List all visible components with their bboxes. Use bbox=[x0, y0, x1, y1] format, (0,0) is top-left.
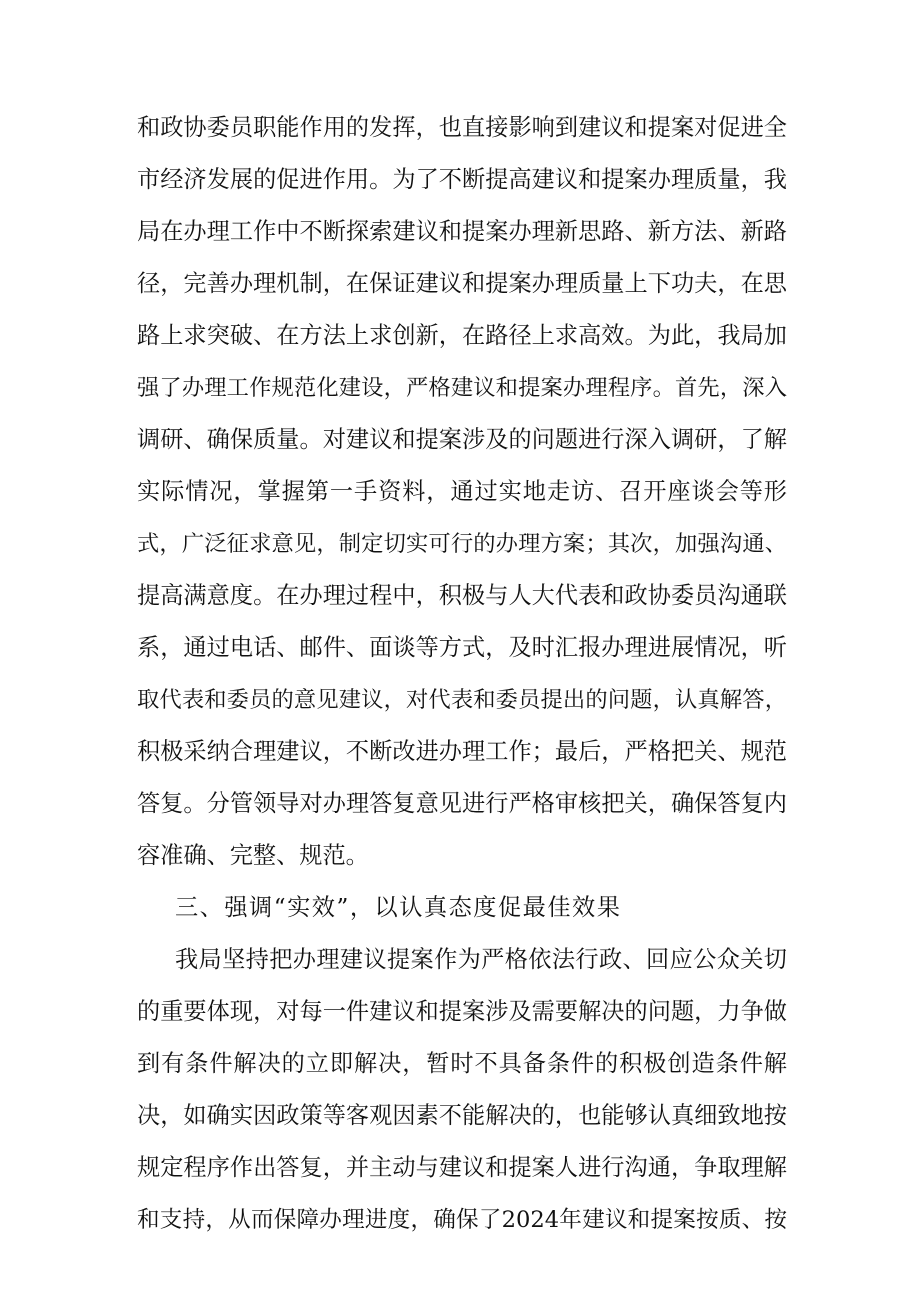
paragraph-1-line: 系，通过电话、邮件、面谈等方式，及时汇报办理进展情况，听 bbox=[137, 634, 787, 661]
paragraph-1-line: 路上求突破、在方法上求创新，在路径上求高效。为此，我局加 bbox=[137, 322, 787, 349]
paragraph-1-line: 答复。分管领导对办理答复意见进行严格审核把关，确保答复内 bbox=[137, 790, 787, 817]
paragraph-1-line: 式，广泛征求意见，制定切实可行的办理方案；其次，加强沟通、 bbox=[137, 531, 787, 557]
paragraph-1-line: 提高满意度。在办理过程中，积极与人大代表和政协委员沟通联 bbox=[137, 582, 787, 609]
paragraph-1-line: 积极采纳合理建议，不断改进办理工作；最后，严格把关、规范 bbox=[137, 738, 787, 765]
paragraph-2-line: 规定程序作出答复，并主动与建议和提案人进行沟通，争取理解 bbox=[137, 1154, 787, 1181]
paragraph-1-line: 市经济发展的促进作用。为了不断提高建议和提案办理质量，我 bbox=[137, 166, 787, 193]
paragraph-1-line: 实际情况，掌握第一手资料，通过实地走访、召开座谈会等形 bbox=[137, 478, 787, 505]
paragraph-1-line: 局在办理工作中不断探索建议和提案办理新思路、新方法、新路 bbox=[137, 218, 787, 245]
paragraph-1-line: 强了办理工作规范化建设，严格建议和提案办理程序。首先，深入 bbox=[137, 375, 787, 401]
paragraph-2-line: 到有条件解决的立即解决，暂时不具备条件的积极创造条件解 bbox=[137, 1050, 787, 1077]
paragraph-1-line: 取代表和委员的意见建议，对代表和委员提出的问题，认真解答， bbox=[137, 687, 787, 713]
paragraph-2-line: 的重要体现，对每一件建议和提案涉及需要解决的问题，力争做 bbox=[137, 998, 787, 1025]
paragraph-2-line: 和支持，从而保障办理进度，确保了2024年建议和提案按质、按 bbox=[137, 1207, 787, 1233]
paragraph-2-line: 我局坚持把办理建议提案作为严格依法行政、回应公众关切 bbox=[175, 946, 787, 973]
paragraph-1-line: 调研、确保质量。对建议和提案涉及的问题进行深入调研，了解 bbox=[137, 426, 787, 453]
paragraph-1-line: 和政协委员职能作用的发挥，也直接影响到建议和提案对促进全 bbox=[137, 114, 787, 141]
section-heading: 三、强调“实效”，以认真态度促最佳效果 bbox=[175, 894, 622, 921]
paragraph-1-line: 径，完善办理机制，在保证建议和提案办理质量上下功夫，在思 bbox=[137, 270, 787, 297]
paragraph-1-line: 容准确、完整、规范。 bbox=[137, 842, 369, 869]
paragraph-2-line: 决，如确实因政策等客观因素不能解决的，也能够认真细致地按 bbox=[137, 1102, 787, 1129]
